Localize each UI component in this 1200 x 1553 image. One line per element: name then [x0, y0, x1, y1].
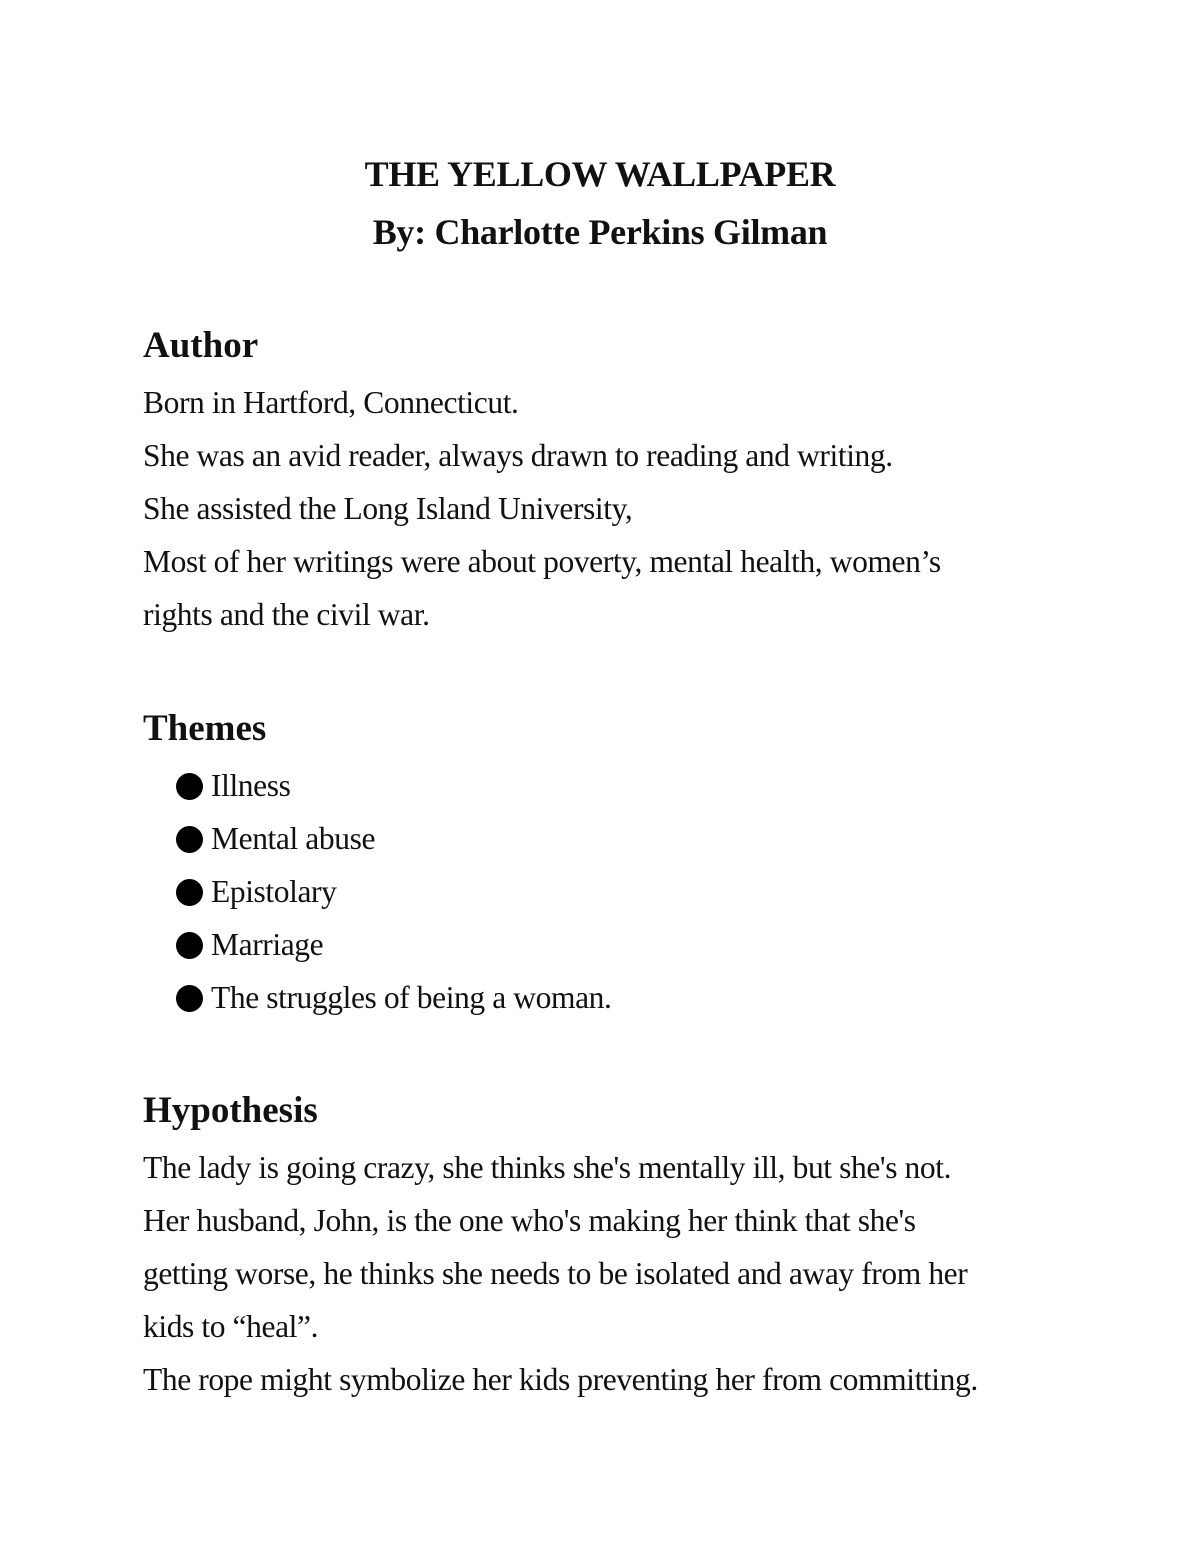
hypothesis-line: Her husband, John, is the one who's making her think that she's [143, 1203, 916, 1238]
bullet-icon [176, 985, 203, 1012]
author-line: She was an avid reader, always drawn to reading and writing. [143, 438, 893, 473]
list-item [176, 812, 1103, 865]
document-title-block [0, 145, 1200, 261]
list-item [176, 971, 1103, 1024]
document-title: THE YELLOW WALLPAPER [364, 154, 836, 194]
hypothesis-line: The lady is going crazy, she thinks she's mentally ill, but she's not. [143, 1150, 952, 1185]
author-line: Born in Hartford, Connecticut. [143, 385, 519, 420]
themes-heading: Themes [143, 708, 267, 749]
bullet-icon [176, 879, 203, 906]
bullet-icon [176, 773, 203, 800]
author-section [143, 322, 1103, 641]
list-item [176, 865, 1103, 918]
hypothesis-line: The rope might symbolize her kids preventing her from committing. [143, 1362, 978, 1397]
document-byline: By: Charlotte Perkins Gilman [372, 212, 828, 252]
hypothesis-line: kids to “heal”. [143, 1309, 319, 1344]
theme-label: Marriage [211, 927, 324, 962]
theme-label: Illness [211, 768, 291, 803]
hypothesis-body [143, 1141, 1103, 1406]
themes-section [143, 705, 1103, 1024]
author-line: rights and the civil war. [143, 597, 430, 632]
hypothesis-heading: Hypothesis [143, 1090, 318, 1131]
bullet-icon [176, 932, 203, 959]
list-item [176, 759, 1103, 812]
author-line: Most of her writings were about poverty, mental health, women’s [143, 544, 941, 579]
hypothesis-line: getting worse, he thinks she needs to be isolated and away from her [143, 1256, 968, 1291]
theme-label: The struggles of being a woman. [211, 980, 612, 1015]
bullet-icon [176, 826, 203, 853]
themes-list [143, 759, 1103, 1024]
theme-label: Mental abuse [211, 821, 376, 856]
author-line: She assisted the Long Island University, [143, 491, 633, 526]
author-body [143, 376, 1103, 641]
author-heading: Author [143, 325, 259, 366]
list-item [176, 918, 1103, 971]
theme-label: Epistolary [211, 874, 337, 909]
hypothesis-section [143, 1087, 1103, 1406]
